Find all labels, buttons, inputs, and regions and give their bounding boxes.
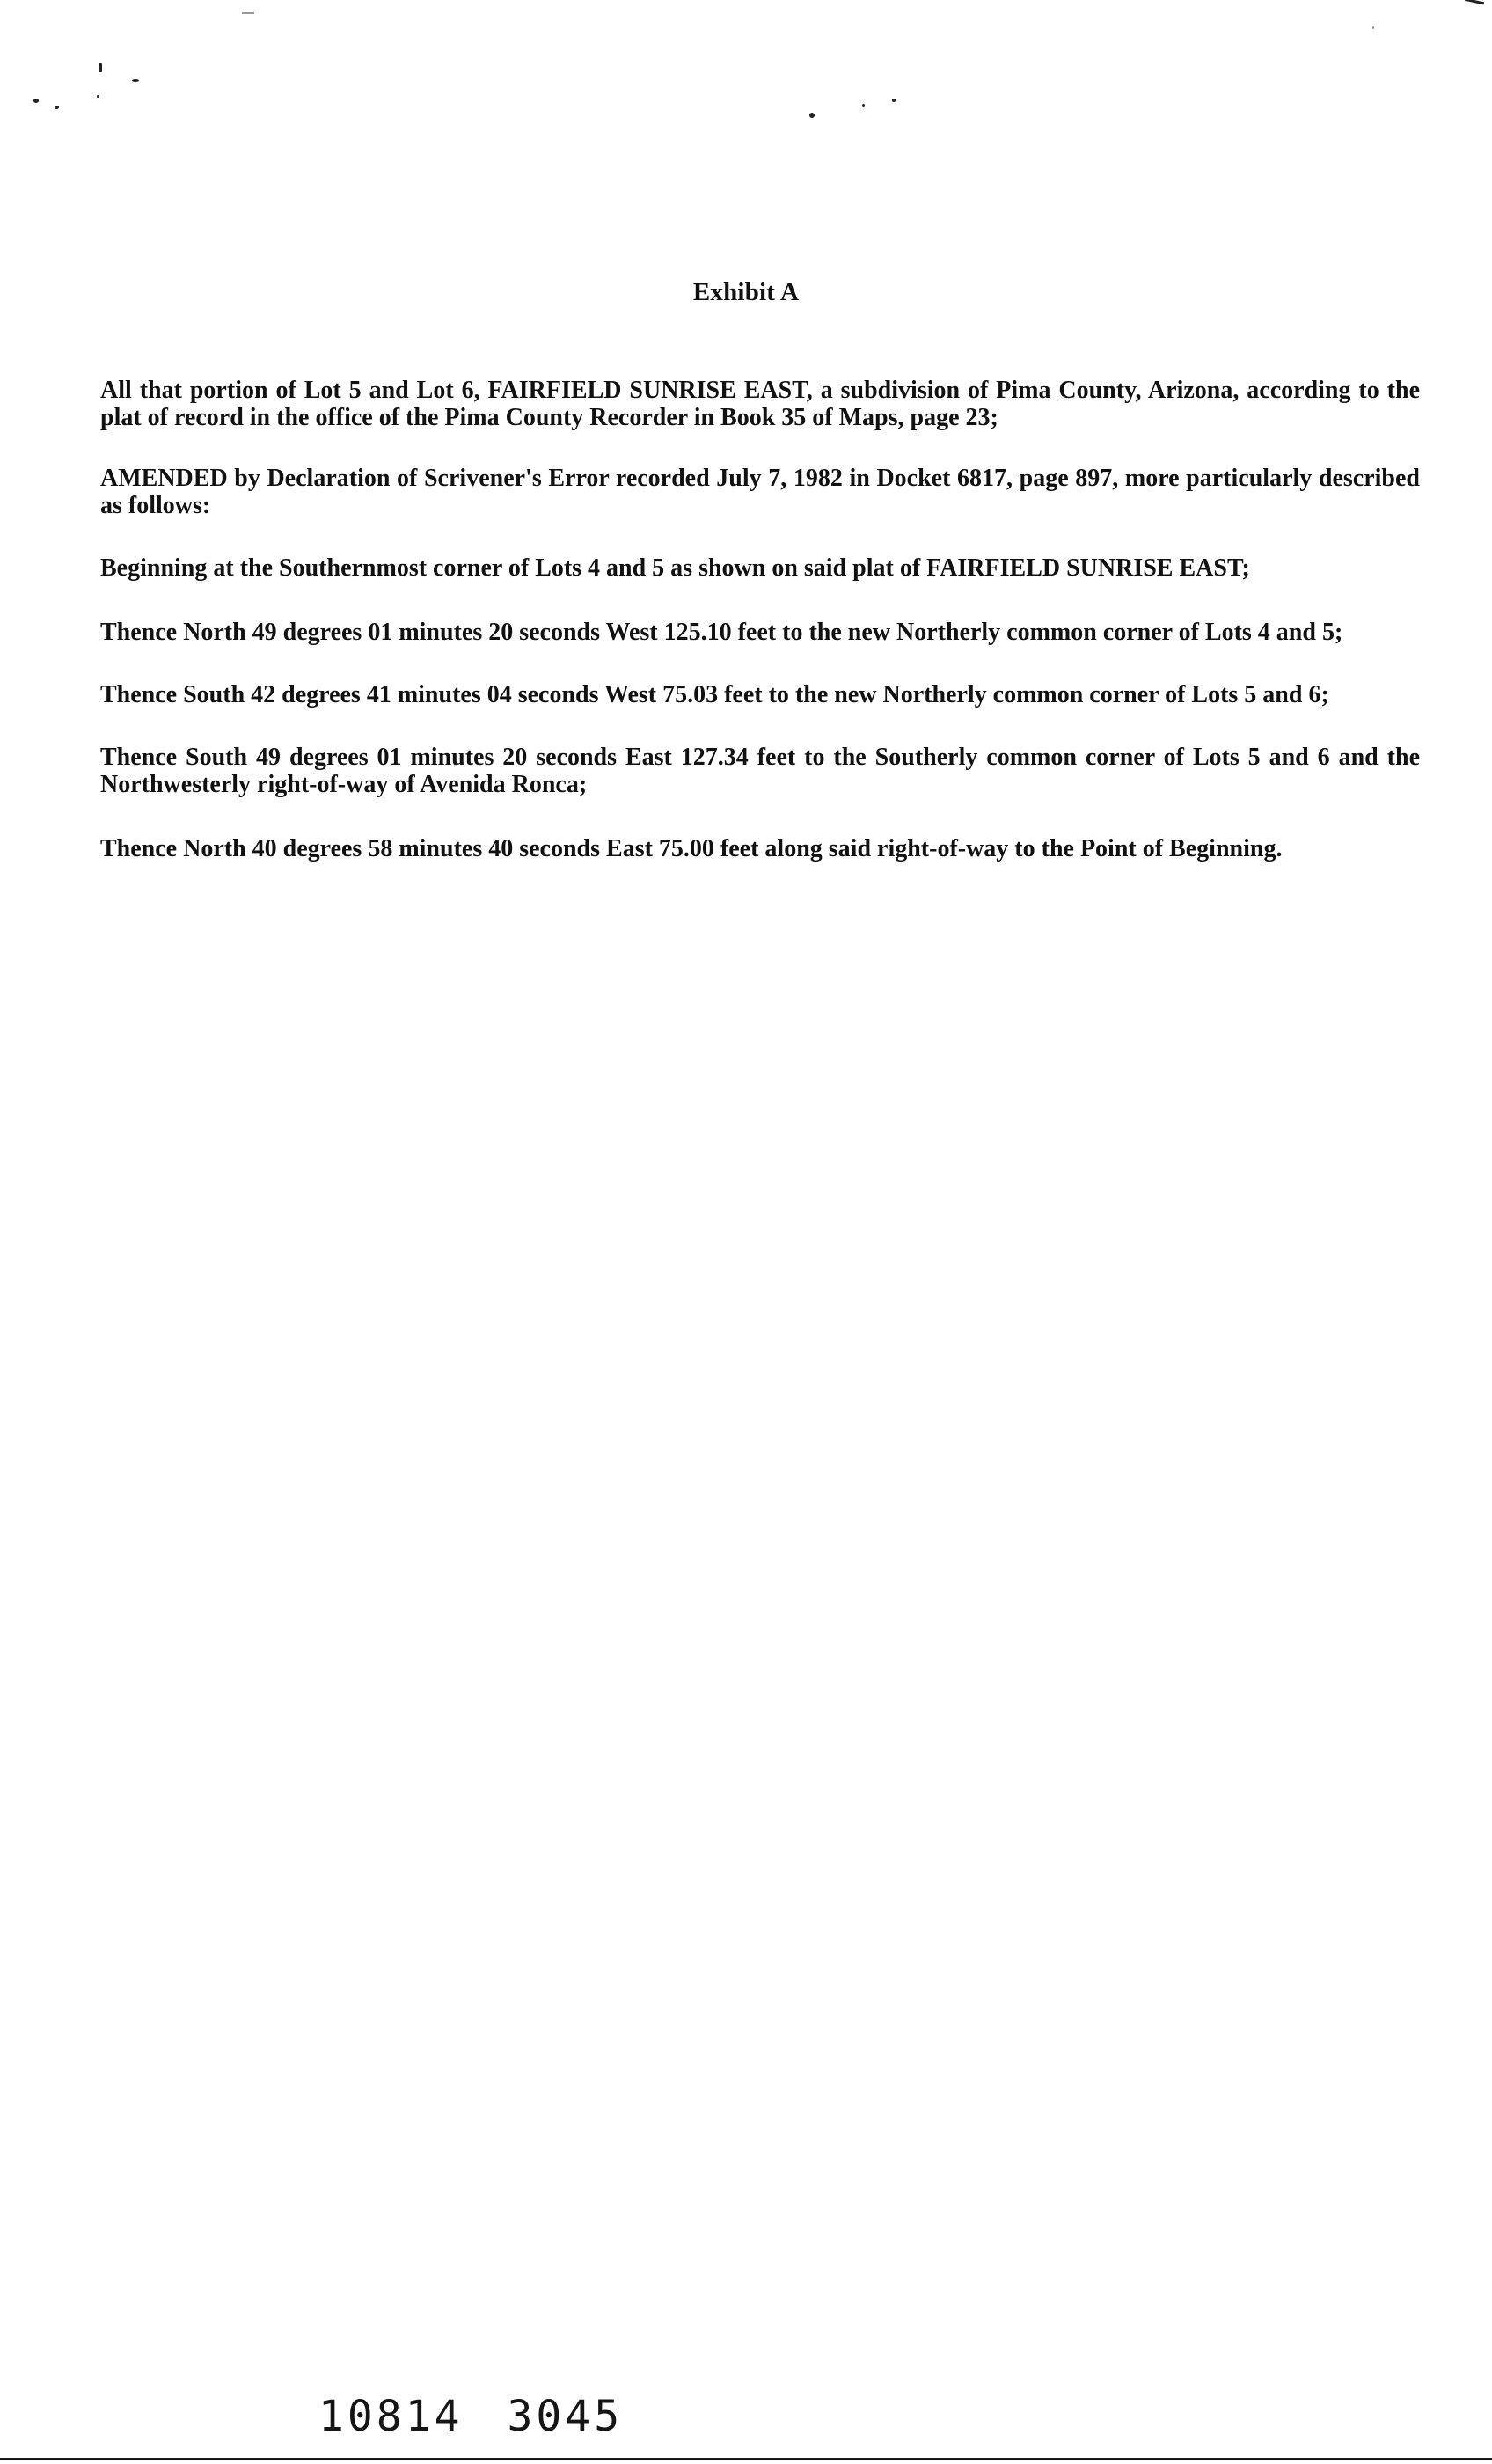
scan-speck (1372, 26, 1374, 29)
paragraph-course-4: Thence North 40 degrees 58 minutes 40 seconds East 75.00 feet along said right-of-way to the Point of Beginning. (100, 835, 1283, 862)
scan-speck (33, 99, 39, 103)
scan-mark-top (242, 12, 254, 14)
docket-stamp (318, 2392, 623, 2441)
scan-speck (862, 104, 865, 107)
legal-description (100, 377, 1420, 896)
scan-speck (99, 63, 102, 72)
paragraph-amended: AMENDED by Declaration of Scrivener's Error recorded July 7, 1982 in Docket 6817, page 897, more particularly described as follows: (100, 465, 1420, 519)
docket-number: 10814 (318, 2392, 464, 2441)
scan-speck (97, 95, 99, 98)
paragraph-lot-portion: All that portion of Lot 5 and Lot 6, FAIRFIELD SUNRISE EAST, a subdivision of Pima County, Arizona, according to the plat of record in the office of the Pima County Recorder in Book 35 of Maps, page 23; (100, 377, 1420, 431)
paragraph-course-2: Thence South 42 degrees 41 minutes 04 seconds West 75.03 feet to the new Northerly common corner of Lots 5 and 6; (100, 681, 1329, 708)
paragraph-beginning: Beginning at the Southernmost corner of Lots 4 and 5 as shown on said plat of FAIRFIELD SUNRISE EAST; (100, 554, 1250, 582)
scan-speck (132, 79, 139, 82)
scan-speck (892, 99, 896, 102)
scan-speck (55, 106, 59, 109)
paragraph-course-1: Thence North 49 degrees 01 minutes 20 seconds West 125.10 feet to the new Northerly common corner of Lots 4 and 5; (100, 619, 1343, 646)
paragraph-course-3: Thence South 49 degrees 01 minutes 20 seconds East 127.34 feet to the Southerly common corner of Lots 5 and 6 and the Northwesterly right-of-way of Avenida Ronca; (100, 744, 1420, 798)
scan-mark-corner (1463, 0, 1484, 13)
bottom-edge-line (0, 2458, 1492, 2460)
document-title: Exhibit A (692, 278, 800, 306)
docket-page-number: 3045 (507, 2392, 624, 2441)
scan-speck (809, 113, 815, 118)
